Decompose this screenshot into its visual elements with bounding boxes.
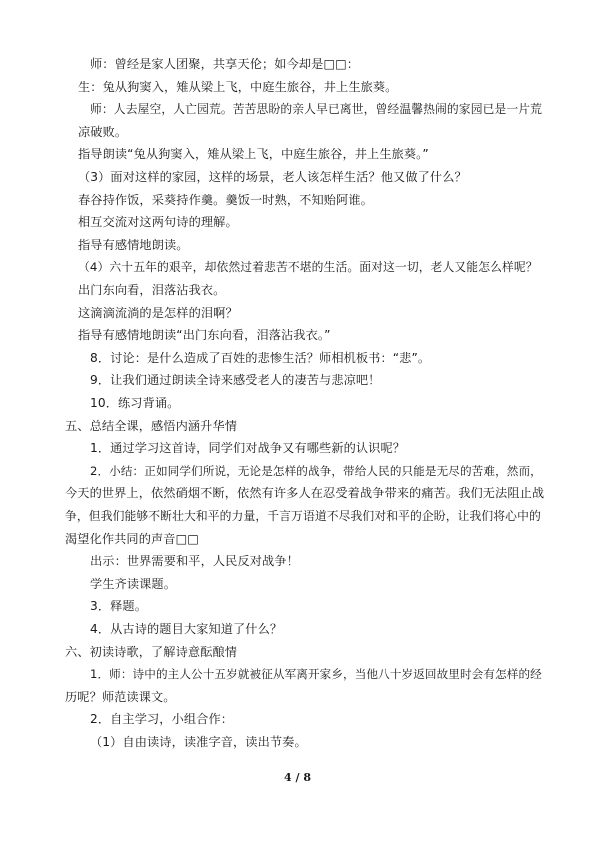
text-line: 9．让我们通过朗读全诗来感受老人的凄苦与悲凉吧！ [90,373,381,388]
section-heading: 五、总结全课，感悟内涵升华情 [65,418,238,433]
text-line: 这滴滴流淌的是怎样的泪啊？ [78,305,238,320]
text-line: 2．小结：正如同学们所说，无论是怎样的战争，带给人民的只能是无尽的苦难，然而， [90,463,542,478]
poem-line: 春谷持作饭，采葵持作羹。羹饭一时熟，不知贻阿谁。 [78,192,373,207]
text-line: 争，但我们能够不断壮大和平的力量，千言万语道不尽我们对和平的企盼，让我们将心中的 [65,509,541,523]
text-line: 指导有感情地朗读“出门东向看，泪落沾我衣。” [78,328,331,343]
text-line: 历呢？师范读课文。 [65,689,176,704]
text-line: 1．师：诗中的主人公十五岁就被征从军离开家乡，当他八十岁返回故里时会有怎样的经 [90,667,542,682]
text-line: 师：曾经是家人团聚，共享天伦；如今却是□□： [90,57,359,71]
text-line: 师：人去屋空，人亡园荒。苦苦思盼的亲人早已离世，曾经温馨热闹的家园已是一片荒 [90,102,543,117]
text-line: 4．从古诗的题目大家知道了什么？ [90,622,283,636]
text-line: 2．自主学习，小组合作： [90,712,234,727]
text-line: 10．练习背诵。 [90,396,180,410]
text-line: 指导朗读“兔从狗窦入，雉从梁上飞，中庭生旅谷，井上生旅葵。” [78,147,429,162]
text-line: 相互交流对这两句诗的理解。 [78,215,238,230]
text-line: 学生齐读课题。 [90,576,177,591]
text-line: 今天的世界上，依然硝烟不断，依然有许多人在忍受着战争带来的痛苦。我们无法阻止战 [65,486,545,501]
text-line: 8．讨论：是什么造成了百姓的悲惨生活？师相机板书：“悲”。 [90,350,431,365]
poem-line: 出门东向看，泪落沾我衣。 [78,283,226,297]
text-line: 凉破败。 [78,124,128,139]
text-line: 生：兔从狗窦入，雉从梁上飞，中庭生旅谷，井上生旅葵。 [78,79,398,94]
text-line: 出示：世界需要和平，人民反对战争！ [90,554,299,569]
text-line: 3．释题。 [90,599,148,614]
text-line: 渴望化作共同的声音□□ [65,531,199,546]
text-line: （1）自由读诗，读准字音，读出节奏。 [90,735,307,749]
page-number: 4 / 8 [284,771,311,784]
section-heading: 六、初读诗歌，了解诗意酝酿情 [65,644,238,659]
text-line: （3）面对这样的家园，这样的场景，老人该怎样生活？他又做了什么？ [78,170,467,184]
text-line: 1．通过学习这首诗，同学们对战争又有哪些新的认识呢？ [90,441,406,456]
text-line: （4）六十五年的艰辛，却依然过着悲苦不堪的生活。面对这一切，老人又能怎么样呢？ [78,260,538,275]
text-line: 指导有感情地朗读。 [78,237,189,252]
